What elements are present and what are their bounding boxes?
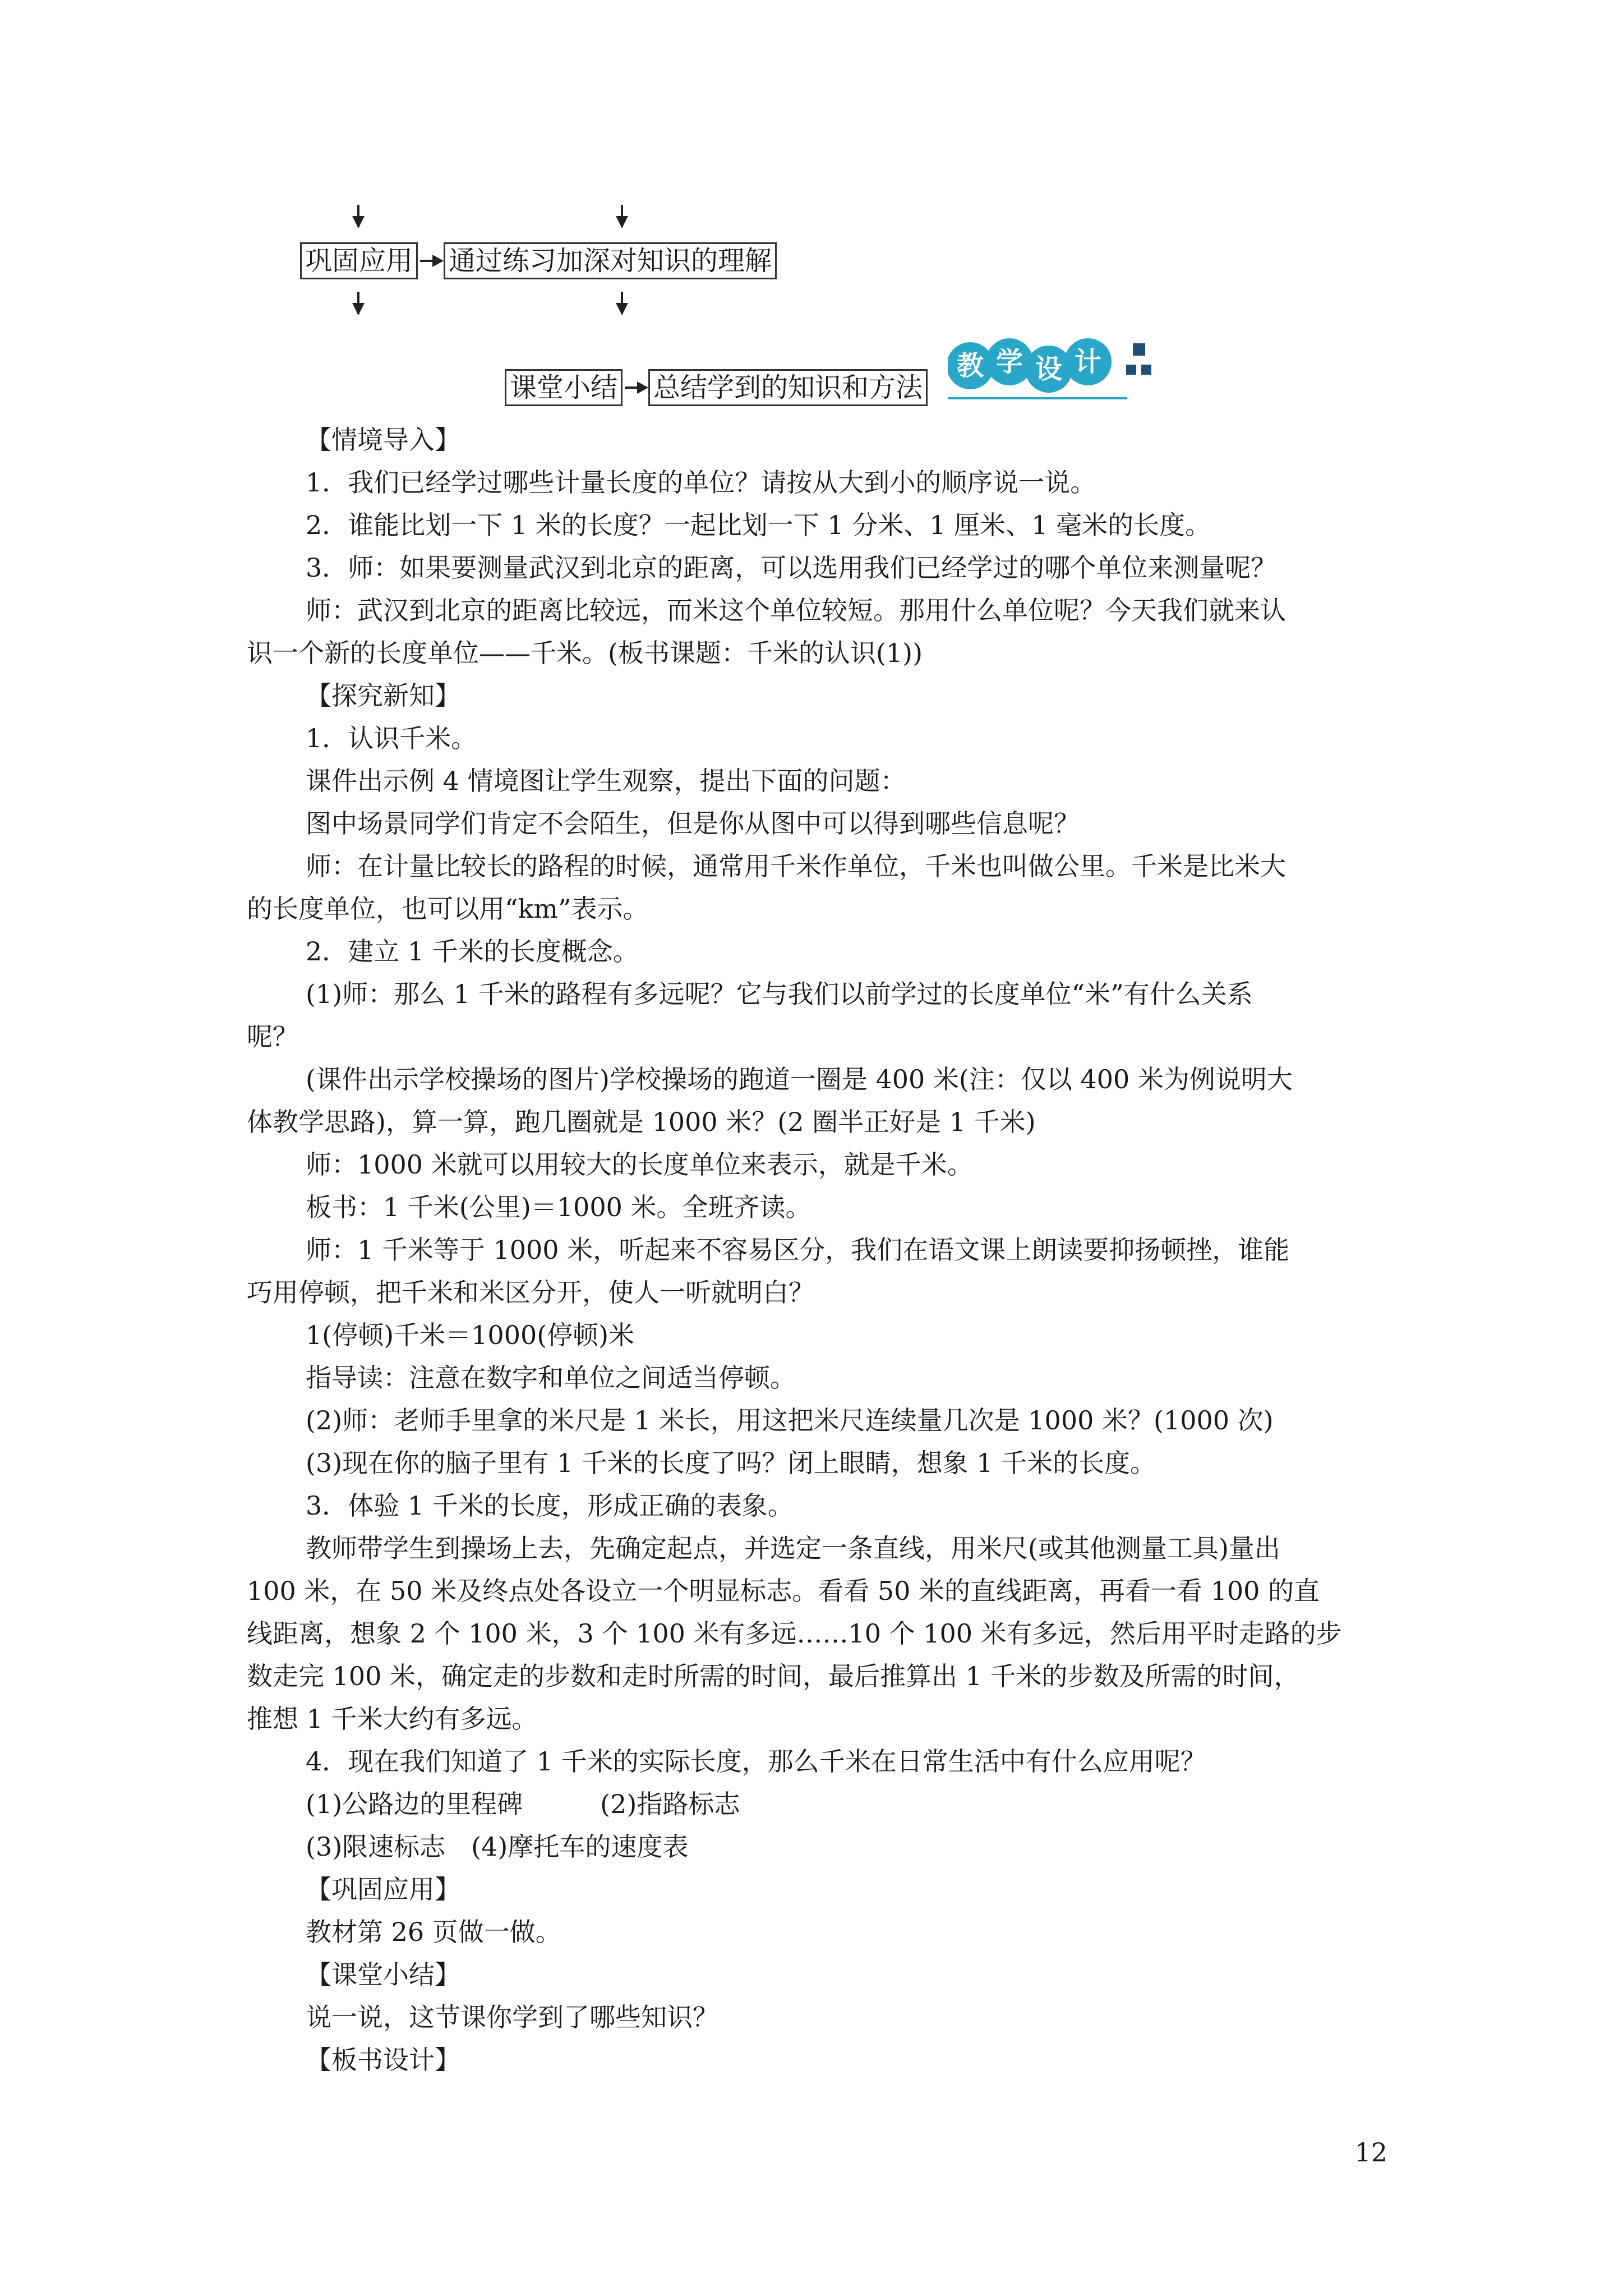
body-line: (1)师：那么 1 千米的路程有多远呢？它与我们以前学过的长度单位“米”有什么关系: [306, 979, 1253, 1009]
body-line: 板书：1 千米(公里)＝1000 米。全班齐读。: [306, 1192, 811, 1222]
body-line: 2．建立 1 千米的长度概念。: [306, 936, 639, 967]
body-line: (3)限速标志 (4)摩托车的速度表: [306, 1832, 689, 1862]
logo-char: 学: [995, 346, 1023, 378]
body-line: 指导读：注意在数字和单位之间适当停顿。: [306, 1363, 796, 1393]
body-line: 1．我们已经学过哪些计量长度的单位？请按从大到小的顺序说一说。: [306, 467, 1096, 498]
body-line: 线距离，想象 2 个 100 米，3 个 100 米有多远……10 个 100 米有多远，然后用平时走路的步: [247, 1618, 1342, 1649]
logo-char: 设: [1035, 353, 1063, 385]
body-line: (课件出示学校操场的图片)学校操场的跑道一圈是 400 米(注：仅以 400 米为例说明大: [306, 1064, 1293, 1094]
body-line: (2)师：老师手里拿的米尺是 1 米长，用这把米尺连续量几次是 1000 米？(1000 次): [306, 1405, 1274, 1435]
body-line: 4．现在我们知道了 1 千米的实际长度，那么千米在日常生活中有什么应用呢？: [306, 1746, 1206, 1777]
body-line: 1．认识千米。: [306, 723, 477, 753]
body-line: 呢？: [247, 1022, 298, 1052]
body-line: 数走完 100 米，确定走的步数和走时所需的时间，最后推算出 1 千米的步数及所需的时间，: [247, 1661, 1300, 1691]
body-line: 体教学思路)，算一算，跑几圈就是 1000 米？(2 圈半正好是 1 千米): [247, 1107, 1036, 1137]
logo-char: 计: [1074, 346, 1102, 378]
body-line: 说一说，这节课你学到了哪些知识？: [306, 2002, 718, 2032]
section-heading-explore: 【探究新知】: [306, 680, 460, 711]
section-heading-board: 【板书设计】: [306, 2045, 460, 2075]
body-line: 1(停顿)千米＝1000(停顿)米: [306, 1320, 635, 1350]
logo-char: 教: [956, 350, 984, 381]
summary-box: 课堂小结: [505, 369, 623, 406]
body-line: 的长度单位，也可以用“km”表示。: [247, 894, 649, 924]
body-line: 师：1000 米就可以用较大的长度单位来表示，就是千米。: [306, 1149, 973, 1180]
flow-arrow-right: [420, 260, 441, 262]
body-line: 图中场景同学们肯定不会陌生，但是你从图中可以得到哪些信息呢？: [306, 808, 1080, 839]
flow-arrow-down: [357, 292, 359, 314]
body-line: 教材第 26 页做一做。: [306, 1917, 561, 1947]
flow-arrow-down: [357, 205, 359, 227]
flow-arrow-down: [621, 205, 623, 227]
body-line: 3．师：如果要测量武汉到北京的距离，可以选用我们已经学过的哪个单位来测量呢？: [306, 553, 1277, 583]
body-line: 100 米，在 50 米及终点处各设立一个明显标志。看看 50 米的直线距离，再看一看 100 的直: [247, 1576, 1320, 1606]
body-line: (1)公路边的里程碑 (2)指路标志: [306, 1789, 740, 1819]
consolidate-box: 巩固应用: [300, 242, 418, 279]
body-line: 3．体验 1 千米的长度，形成正确的表象。: [306, 1490, 794, 1521]
body-line: 师：武汉到北京的距离比较远，而米这个单位较短。那用什么单位呢？今天我们就来认: [306, 595, 1286, 625]
body-line: (3)现在你的脑子里有 1 千米的长度了吗？闭上眼睛，想象 1 千米的长度。: [306, 1448, 1156, 1478]
section-heading-consolidate: 【巩固应用】: [306, 1874, 460, 1904]
body-line: 课件出示例 4 情境图让学生观察，提出下面的问题：: [306, 766, 906, 796]
body-line: 师：1 千米等于 1000 米，听起来不容易区分，我们在语文课上朗读要抑扬顿挫，谁能: [306, 1235, 1290, 1265]
body-line: 推想 1 千米大约有多远。: [247, 1704, 538, 1734]
section-heading-summary: 【课堂小结】: [306, 1959, 460, 1990]
summary-desc-box: 总结学到的知识和方法: [648, 369, 928, 406]
consolidate-desc-box: 通过练习加深对知识的理解: [444, 242, 777, 279]
teaching-design-logo: [948, 331, 1189, 404]
body-line: 教师带学生到操场上去，先确定起点，并选定一条直线，用米尺(或其他测量工具)量出: [306, 1533, 1280, 1563]
body-line: 2．谁能比划一下 1 米的长度？一起比划一下 1 分米、1 厘米、1 毫米的长度。: [306, 510, 1211, 540]
flow-arrow-right: [625, 386, 646, 389]
section-heading-context: 【情境导入】: [306, 425, 460, 455]
flow-arrow-down: [621, 292, 623, 314]
page-number: 12: [1354, 2137, 1387, 2168]
body-line: 识一个新的长度单位——千米。(板书课题：千米的认识(1)): [247, 638, 923, 668]
body-line: 师：在计量比较长的路程的时候，通常用千米作单位，千米也叫做公里。千米是比米大: [306, 851, 1286, 881]
body-line: 巧用停顿，把千米和米区分开，使人一听就明白？: [247, 1277, 814, 1308]
